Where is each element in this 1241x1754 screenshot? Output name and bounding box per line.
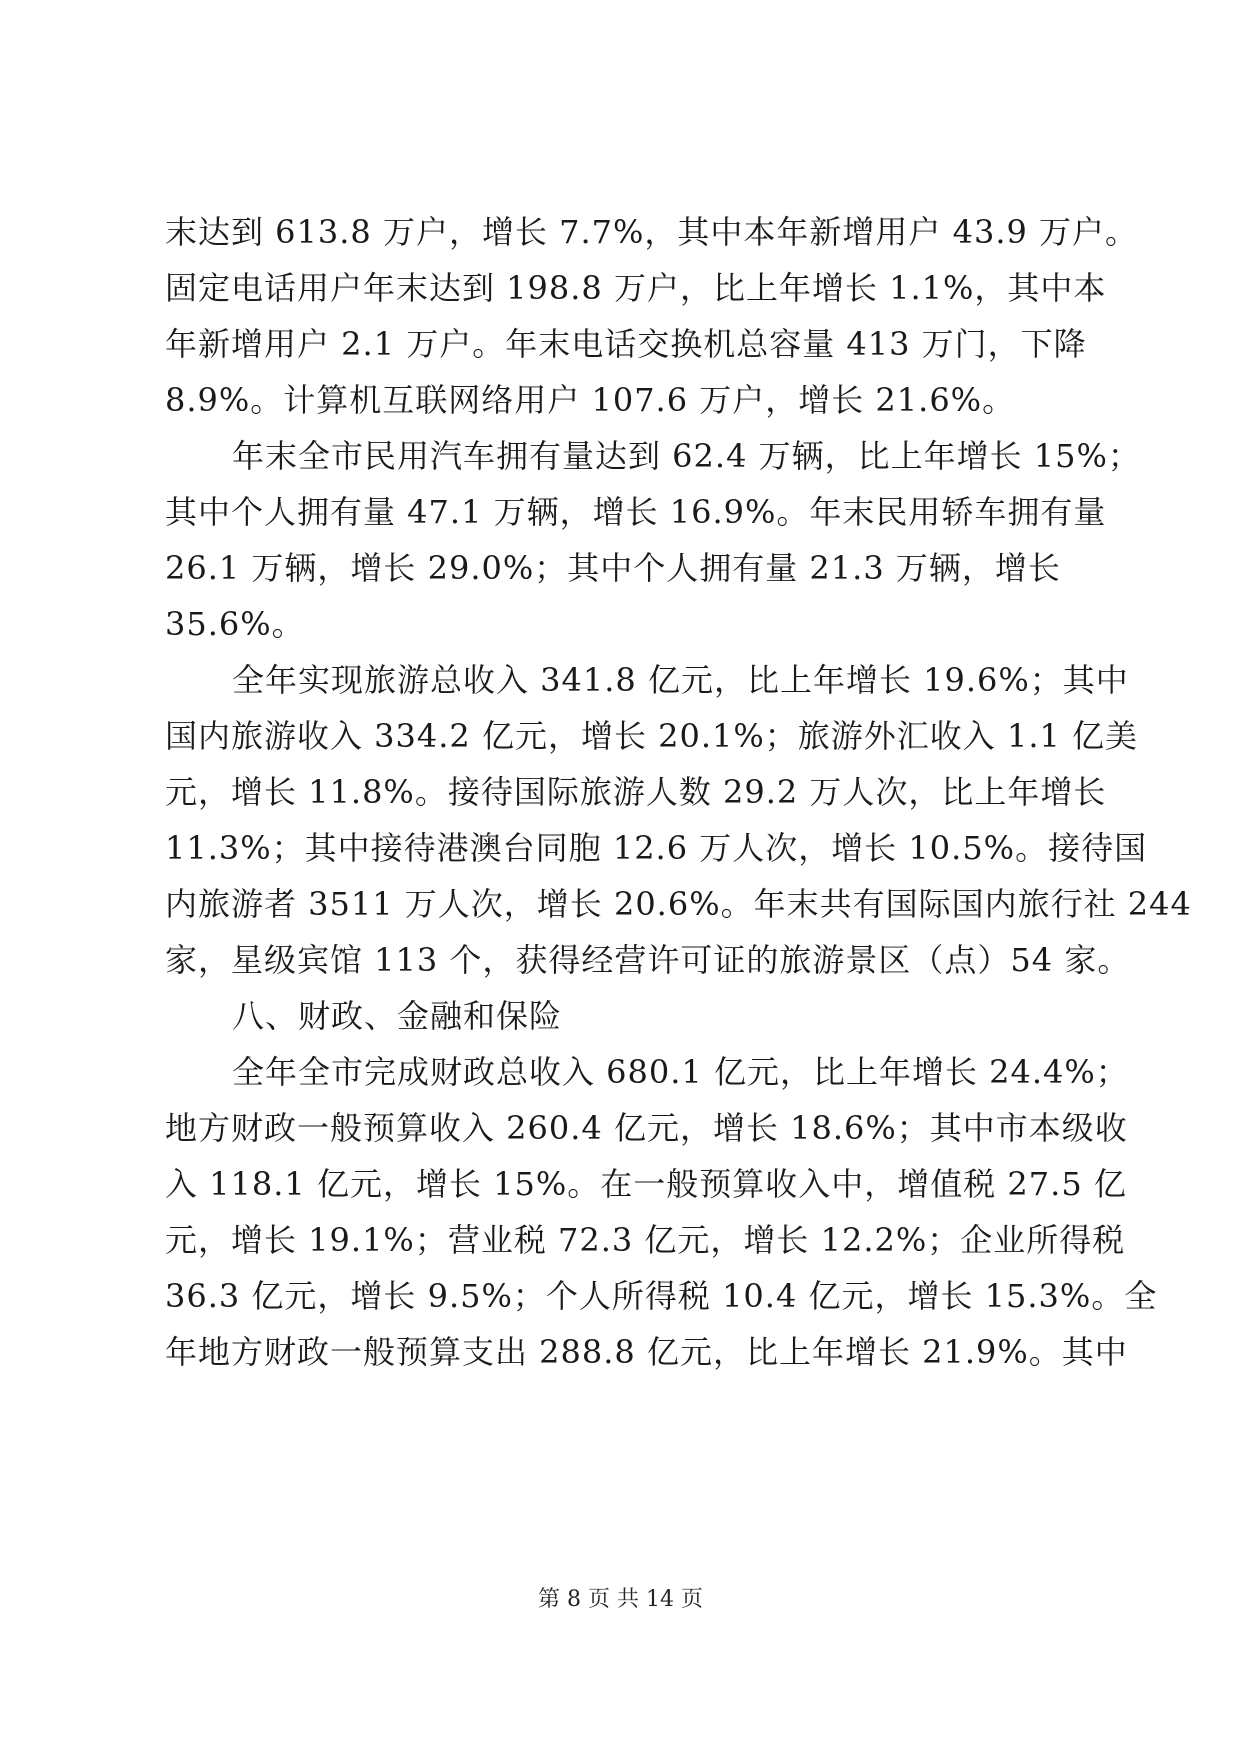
text-line: 35.6%。 xyxy=(165,605,305,643)
text-line: 年地方财政一般预算支出 288.8 亿元，比上年增长 21.9%。其中 xyxy=(165,1333,1128,1371)
text-line: 国内旅游收入 334.2 亿元，增长 20.1%；旅游外汇收入 1.1 亿美 xyxy=(165,717,1139,755)
text-line: 年新增用户 2.1 万户。年末电话交换机总容量 413 万门，下降 xyxy=(165,325,1087,363)
text-line: 元，增长 11.8%。接待国际旅游人数 29.2 万人次，比上年增长 xyxy=(165,773,1107,811)
text-line: 36.3 亿元，增长 9.5%；个人所得税 10.4 亿元，增长 15.3%。全 xyxy=(165,1277,1158,1315)
text-line: 末达到 613.8 万户，增长 7.7%，其中本年新增用户 43.9 万户。 xyxy=(165,213,1139,251)
paragraph-first-line: 年末全市民用汽车拥有量达到 62.4 万辆，比上年增长 15%； xyxy=(232,437,1141,475)
page-number-footer: 第 8 页 共 14 页 xyxy=(538,1587,703,1612)
text-line: 入 118.1 亿元，增长 15%。在一般预算收入中，增值税 27.5 亿 xyxy=(165,1165,1127,1203)
text-line: 其中个人拥有量 47.1 万辆，增长 16.9%。年末民用轿车拥有量 xyxy=(165,493,1107,531)
text-line: 地方财政一般预算收入 260.4 亿元，增长 18.6%；其中市本级收 xyxy=(165,1109,1128,1147)
text-line: 内旅游者 3511 万人次，增长 20.6%。年末共有国际国内旅行社 244 xyxy=(165,885,1192,923)
paragraph-first-line: 全年实现旅游总收入 341.8 亿元，比上年增长 19.6%；其中 xyxy=(232,661,1129,699)
paragraph-first-line: 全年全市完成财政总收入 680.1 亿元，比上年增长 24.4%； xyxy=(232,1053,1129,1091)
text-line: 8.9%。计算机互联网络用户 107.6 万户，增长 21.6%。 xyxy=(165,381,1016,419)
text-line: 元，增长 19.1%；营业税 72.3 亿元，增长 12.2%；企业所得税 xyxy=(165,1221,1126,1259)
text-line: 26.1 万辆，增长 29.0%；其中个人拥有量 21.3 万辆，增长 xyxy=(165,549,1061,587)
section-heading: 八、财政、金融和保险 xyxy=(232,997,563,1035)
text-line: 11.3%；其中接待港澳台同胞 12.6 万人次，增长 10.5%。接待国 xyxy=(165,829,1148,867)
text-line: 固定电话用户年末达到 198.8 万户，比上年增长 1.1%，其中本 xyxy=(165,269,1107,307)
text-line: 家，星级宾馆 113 个，获得经营许可证的旅游景区（点）54 家。 xyxy=(165,941,1131,979)
